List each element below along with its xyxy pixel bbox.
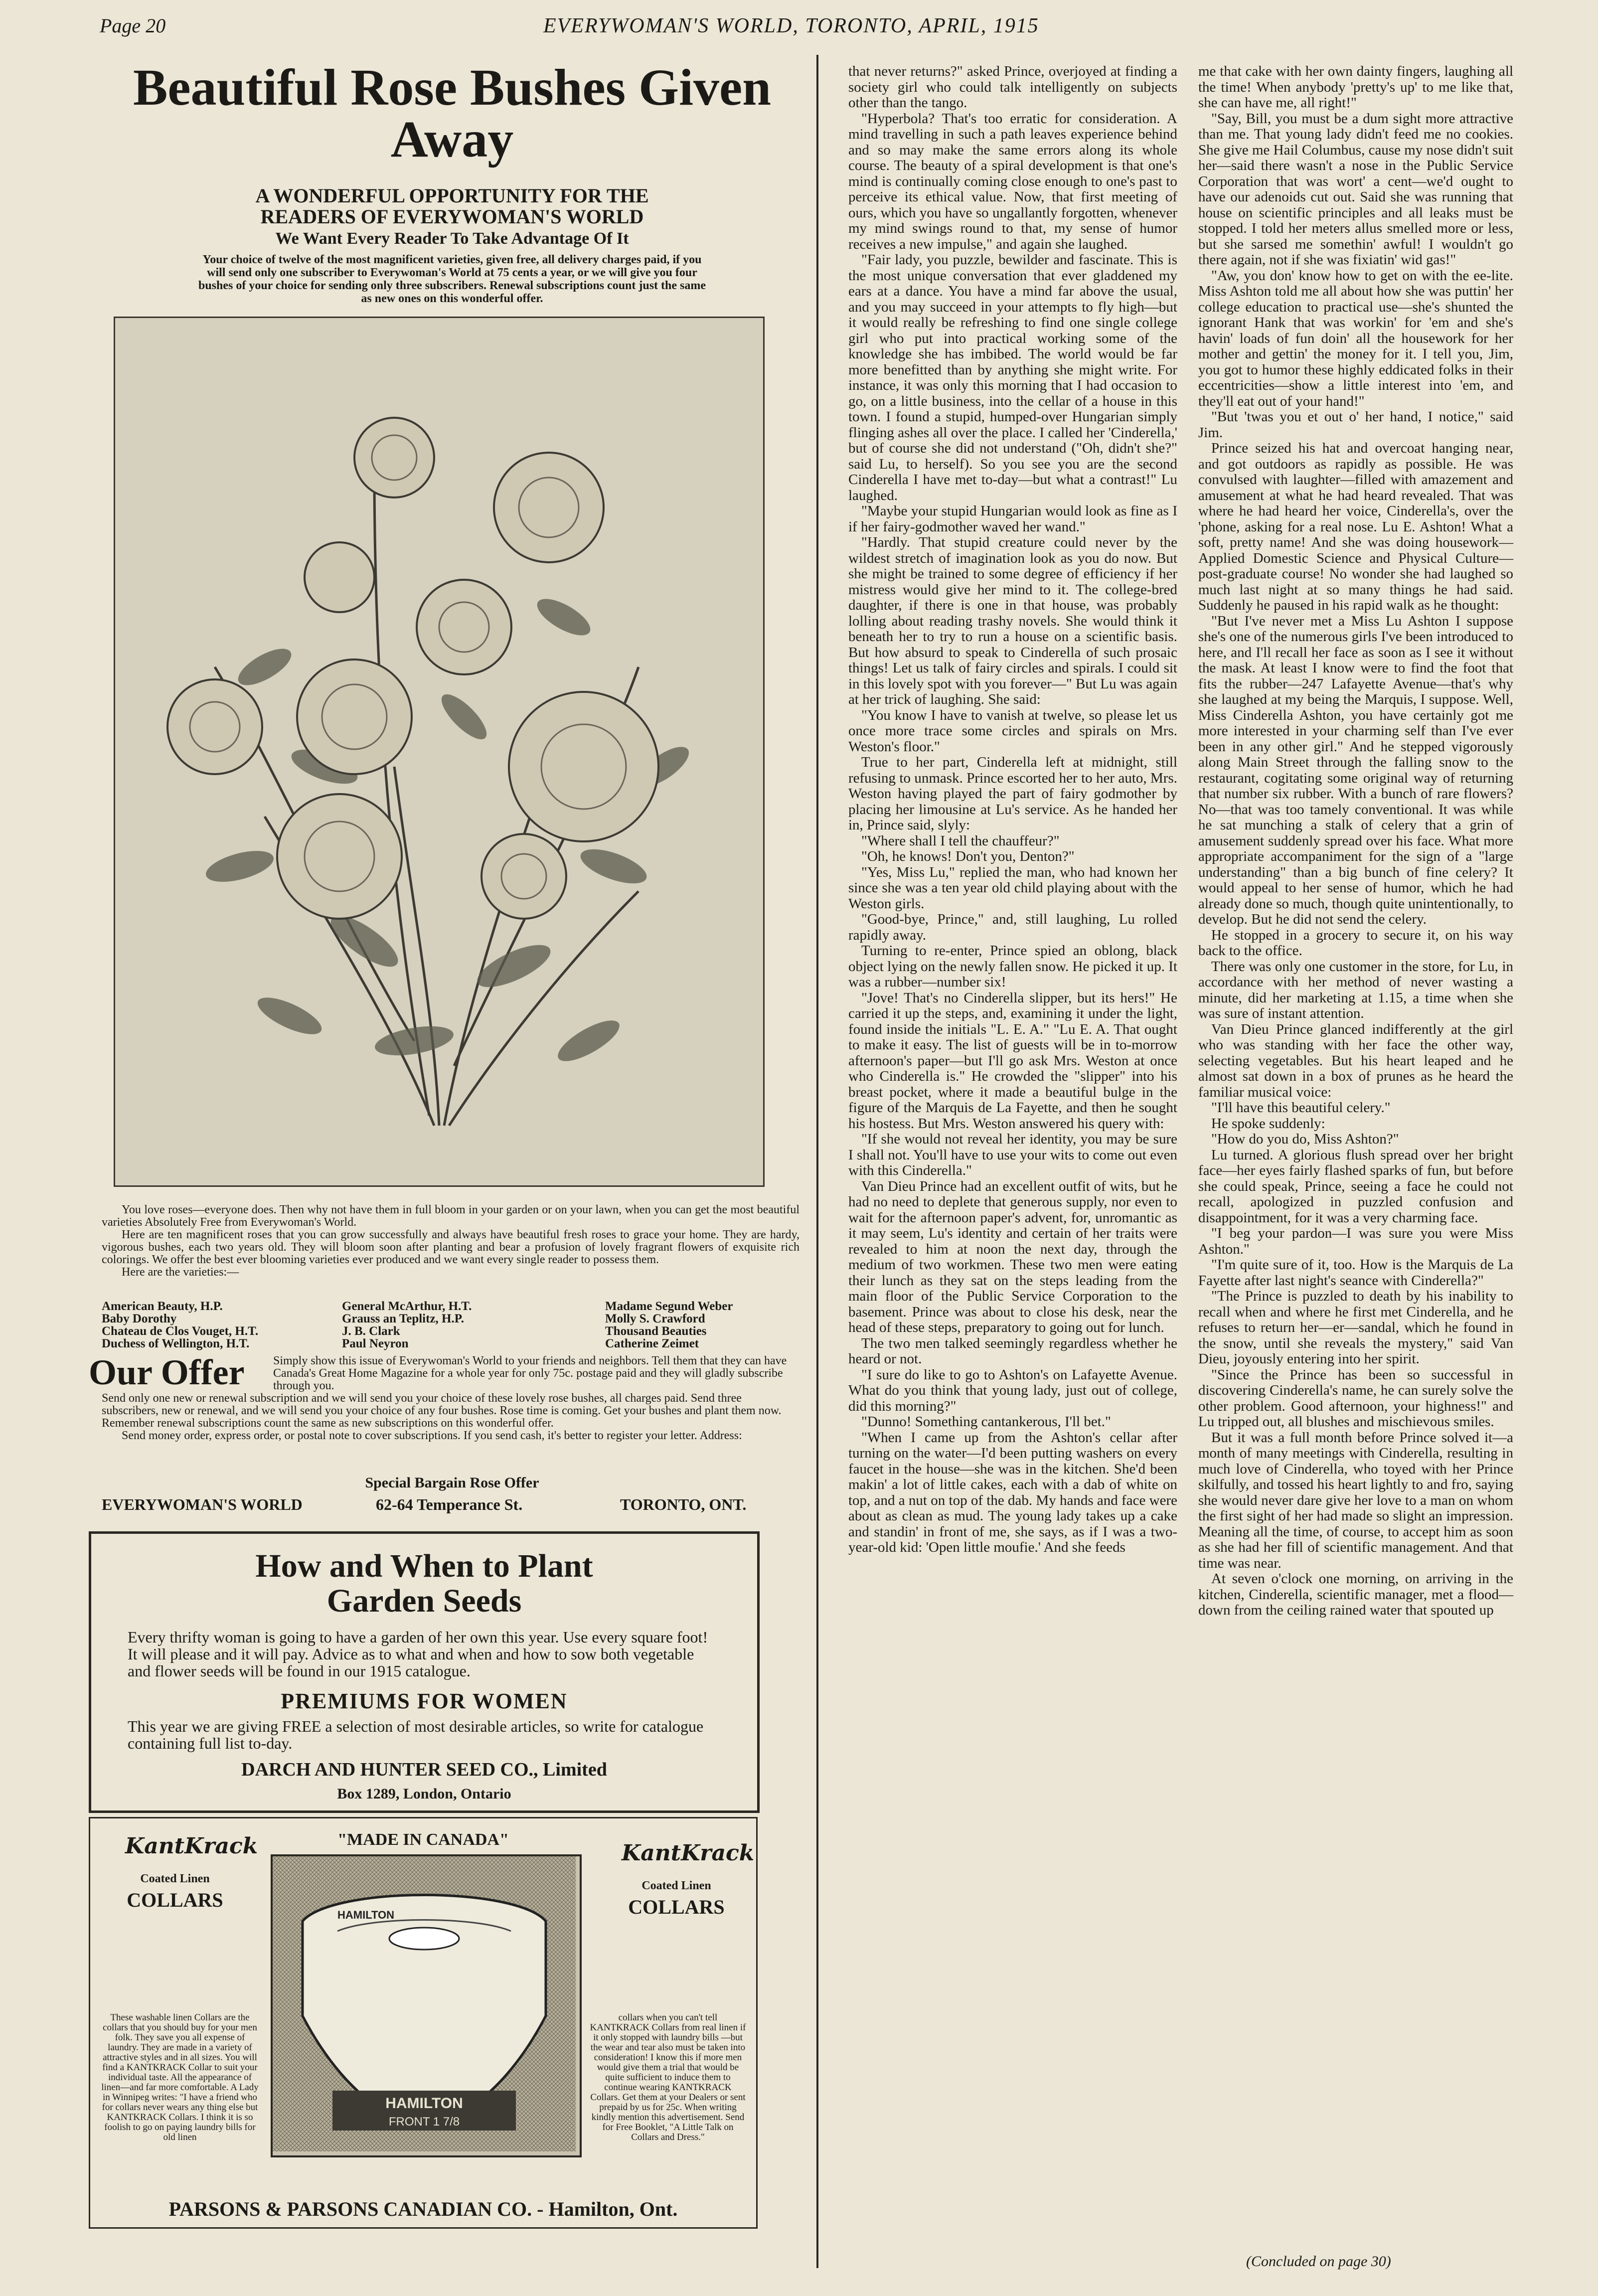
variety-item: Chateau de Clos Vouget, H.T. (102, 1324, 259, 1338)
collar-size: FRONT 1 7/8 (388, 2115, 460, 2129)
story-paragraph: that never returns?" asked Prince, overjoyed at finding a society girl who could talk intelligently on subjects other than the tango. (848, 63, 1177, 111)
story-paragraph: He spoke suddenly: (1211, 1115, 1325, 1132)
column-divider (816, 55, 818, 2268)
continued-note: (Concluded on page 30) (1246, 2253, 1391, 2270)
story-paragraph: "Good-bye, Prince," and, still laughing, Lu rolled rapidly away. (848, 911, 1177, 943)
story-paragraph: "You know I have to vanish at twelve, so please let us once more trace some circles and spirals on Mrs. Weston's floor." (848, 707, 1177, 755)
story-column-2 (1198, 64, 1513, 1619)
kantkrack-logo-left: KantKrack (125, 1833, 258, 1859)
story-paragraph: Van Dieu Prince glanced indifferently at the girl who was standing with her face the other way, selecting vegetables. But his heart leaped and he almost sat down in a box of prunes as he heard the familiar musical voice: (1198, 1021, 1513, 1100)
offer-paragraph: Send money order, express order, or postal note to cover subscriptions. If you send cash, it's better to register your letter. Address: (122, 1429, 742, 1442)
variety-item: Duchess of Wellington, H.T. (102, 1337, 250, 1350)
story-paragraph: "I sure do like to go to Ashton's on Lafayette Avenue. What do you think that young lady, just out of college, did this morning?" (848, 1366, 1177, 1414)
rose-ad-paragraph: Here are ten magnificent roses that you can grow successfully and always have beautiful fresh roses to grace your home. They are hardy, vigorous bushes, each two years old. They will bloom soon after planting and bear a profusion of lovely fragrant flowers of exquisite rich colorings. We offer the best ever blooming varieties ever produced and we want every single reader to possess them. (102, 1228, 799, 1266)
story-paragraph: Turning to re-enter, Prince spied an oblong, black object lying on the newly fallen snow. He picked it up. It was a rubber—number six! (848, 943, 1177, 990)
seed-ad-heading: PREMIUMS FOR WOMEN (281, 1689, 568, 1713)
seed-ad-premiums-text: This year we are giving FREE a selection of most desirable articles, so write for catalogue containing full list to-day. (128, 1717, 704, 1752)
story-paragraph: True to her part, Cinderella left at midnight, still refusing to unmask. Prince escorted her to her auto, Mrs. Weston having played the part of fairy godmother by placing her limousine at Lu's service. As he handed her in, Prince said, slyly: (848, 754, 1177, 833)
seed-ad-text: Every thrifty woman is going to have a garden of her own this year. Use every square foot! It will please and it will pay. Advice as to what and when and how to sow both vegetable and flower seeds will be found in our 1915 catalogue. (128, 1628, 708, 1680)
story-paragraph: But it was a full month before Prince solved it—a month of many meetings with Cinderella, resulting in much love of Cinderella, who toyed with her Prince skilfully, and tossed his heart lightly to and fro, saying she would never dare give her love to a man on whom the first sight of her had made so slight an impression. Meaning all the time, of course, to accept him as soon as she had her fill of scientific management. And that time was near. (1198, 1429, 1513, 1571)
special-offer-label: Special Bargain Rose Offer (365, 1475, 539, 1491)
story-paragraph: "Jove! That's no Cinderella slipper, but its hers!" He carried it up the steps, and, examining it under the light, found inside the initials "L. E. A." "Lu E. A. That ought to make it easy. The list of guests will be in to-morrow afternoon's paper—but I'll go ask Mrs. Weston at once who Cinderella is." He crowded the "slipper" into his breast pocket, where it made a beautiful bulge in the figure of the Marquis de La Fayette, and then he sought his hostess. But Mrs. Weston answered his query with: (848, 989, 1177, 1132)
collar-ad-text-left: These washable linen Collars are the collars that you should buy for your men folk. They save you all expense of laundry. They are made in a variety of attractive styles and in all sizes. You will find a KANTKRACK Collar to suit your individual taste. All the appearance of linen—and far more comfortable. A Lady in Winnipeg writes: "I have a friend who for collars never wears any thing else but KANTKRACK Collars. I think it is so foolish to go on paying laundry bills for old linen (101, 2012, 259, 2142)
collar-illustration (271, 1854, 582, 2157)
story-paragraph: "But I've never met a Miss Lu Ashton I suppose she's one of the numerous girls I've been introduced to here, and I'll recall her face as soon as I see it without the mask. At least I know were to find the foot that fits the rubber—247 Lafayette Avenue—that's why she laughed at my being the Marquis, I suppose. Well, Miss Cinderella Ashton, you have certainly got me more interested in your charming self than I've ever been in any other girl." And he stepped vigorously along Main Street through the falling snow to the restaurant, cogitating some original way of returning that number six rubber. With a bunch of rare flowers? No—that was too tamely conventional. It was while he sat munching a stalk of celery that a grin of amusement suddenly spread over his face. What more appropriate accompaniment for the sign of a "large understanding" than a big bunch of fine celery? It would appeal to her sense of humor, which he had already done so much, though quite unintentionally, to develop. But he did not send the celery. (1198, 613, 1513, 927)
story-paragraph: "Since the Prince has been so successful in discovering Cinderella's name, he can surely solve the other problem. Good afternoon, your highness!" and Lu tripped out, all blushes and mischievous smiles. (1198, 1366, 1513, 1430)
address-name: EVERYWOMAN'S WORLD (102, 1495, 303, 1513)
story-paragraph: "When I came up from the Ashton's cellar after turning on the water—I'd been putting washers on every faucet in the house—she was in the kitchen. She'd been makin' a lot of little cakes, each with a dab of white on top, and a nut on top of the dab. My hands and face were about as clean as mud. The young lady takes up a cake and standin' in front of me, she says, as if I was a two-year-old kid: 'Open little moufie.' And she feeds (848, 1429, 1177, 1555)
rose-advertisement (89, 55, 815, 1545)
seed-advertisement (89, 1531, 760, 1813)
collar-ad-text-right: collars when you can't tell KANTKRACK Collars from real linen if it only stopped with laundry bills —but the wear and tear also must be taken into consideration! I know this if more men would give them a trial that would be quite sufficient to induce them to continue wearing KANTKRACK Collars. Get them at your Dealers or sent prepaid by us for 25c. When writing kindly mention this advertisement. Send for Free Booklet, "A Little Talk on Collars and Dress." (590, 2012, 746, 2142)
seed-company-address: Box 1289, London, Ontario (337, 1786, 511, 1802)
offer-text: Simply show this issue of Everywoman's World to your friends and neighbors. Tell them that they can have Canada's Great Home Magazine for a whole year for only 75c. postage paid and they will gladly subscribe through you. (273, 1354, 787, 1392)
story-paragraph: "How do you do, Miss Ashton?" (1211, 1131, 1399, 1147)
collar-advertisement (89, 1817, 758, 2229)
story-paragraph: "I'm quite sure of it, too. How is the Marquis de La Fayette after last night's seance with Cinderella?" (1198, 1257, 1513, 1289)
collar-drawing (273, 1856, 576, 2151)
story-paragraph: "But 'twas you et out o' her hand, I notice," said Jim. (1198, 409, 1513, 441)
collars-label: COLLARS (628, 1896, 725, 1918)
collar-label: HAMILTON (337, 1909, 395, 1921)
rose-ad-body (102, 1204, 799, 1279)
made-in-canada-label: "MADE IN CANADA" (337, 1830, 509, 1849)
variety-item: American Beauty, H.P. (102, 1300, 223, 1313)
coated-linen-label: Coated Linen (140, 1872, 210, 1885)
story-paragraph: "Aw, you don' know how to get on with the ee-lite. Miss Ashton told me all about how she was puttin' her college education to practical use—she's shunted the ignorant Hank that was workin' for 'em and she's havin' loads of fun doin' all the housework for her mother and gettin' the money for it. I tell you, Jim, you got to humor these highly eddicated folks in their eccentricities—show a little interest into 'em, and they'll eat out of your hand!" (1198, 267, 1513, 409)
story-paragraph: "Dunno! Something cantankerous, I'll bet." (861, 1414, 1111, 1430)
story-paragraph: Van Dieu Prince had an excellent outfit of wits, but he had no need to deplete that generous supply, nor even to wait for the afternoon paper's advent, for, unromantic as it may seem, Lu's identity and certain of her traits were revealed to him at noon the next day, through the medium of two workmen. These two men were eating their lunch as they sat on the steps leading from the main floor of the Public Service Corporation to the basement. Prince was about to close his desk, near the head of these steps, preparatory to going out for lunch. (848, 1178, 1177, 1335)
offer-paragraph: Send only one new or renewal subscription and we will send you your choice of these lovely rose bushes, all charges paid. Send three subscribers, new or renewal, and we will send you your choice of any four bushes. Rose time is coming. Get your bushes and plant them now. Remember renewal subscriptions count the same as new subscriptions on this wonderful offer. (102, 1392, 782, 1430)
varieties-column (102, 1300, 258, 1350)
kantkrack-logo-right: KantKrack (622, 1840, 755, 1866)
variety-item: Baby Dorothy (102, 1312, 177, 1325)
collar-company-footer: PARSONS & PARSONS CANADIAN CO. - Hamilton, Ont. (168, 2198, 678, 2220)
story-paragraph: "If she would not reveal her identity, you may be sure I shall not. You'll have to use your wits to come out even with this Cinderella." (848, 1131, 1177, 1178)
story-paragraph: "Where shall I tell the chauffeur?" (861, 832, 1060, 849)
collars-label: COLLARS (127, 1889, 223, 1911)
story-paragraph: me that cake with her own dainty fingers, laughing all the time! When anybody 'pretty's up' to me like that, she can have me, all right!" (1198, 63, 1513, 111)
seed-company-name: DARCH AND HUNTER SEED CO., Limited (241, 1759, 607, 1780)
story-paragraph: The two men talked seemingly regardless whether he heard or not. (848, 1335, 1177, 1367)
address-city: TORONTO, ONT. (620, 1495, 747, 1513)
variety-item: J. B. Clark (342, 1324, 400, 1338)
rose-ad-paragraph: Here are the varieties:— (122, 1266, 239, 1279)
story-paragraph: "I beg your pardon—I was sure you were Miss Ashton." (1198, 1225, 1513, 1257)
running-header (100, 14, 1518, 44)
story-paragraph: "The Prince is puzzled to death by his inability to recall when and where he first met Cinderella, and he refuses to return her—er—sandal, which he found in the snow, until she reveals the mystery," said Van Dieu, joyously entering into her spirit. (1198, 1288, 1513, 1367)
story-paragraph: "I'll have this beautiful celery." (1211, 1100, 1391, 1116)
rose-ad-paragraph: You love roses—everyone does. Then why not have them in full bloom in your garden or on your lawn, when you can get the most beautiful varieties Absolutely Free from Everywoman's World. (102, 1203, 799, 1229)
offer-heading: Our Offer (89, 1352, 245, 1392)
page-number: Page 20 (100, 14, 166, 37)
collar-name: HAMILTON (385, 2095, 463, 2112)
story-paragraph: "Say, Bill, you must be a dum sight more attractive than me. That young lady didn't feed me no cookies. She give me Hail Columbus, cause my nose didn't suit her—said there wasn't a nose in the Public Service Corporation that was wort' a cent—we'd ought to have our adenoids cut out. Said she was running that house on scientific principles and all leaks must be stopped. I told her meters allus smelled more or less, but she sarsed me somethin' awful! I wouldn't go there again, not if she was fixiatin' wid gas!" (1198, 110, 1513, 268)
rose-bush-illustration (114, 317, 765, 1187)
story-paragraph: "Maybe your stupid Hungarian would look as fine as I if her fairy-godmother waved her wand." (848, 503, 1177, 535)
rose-ad-intro: Your choice of twelve of the most magnificent varieties, given free, all delivery charges paid, if you will send only one subscriber to Everywoman's World at 75 cents a year, or we will give you four bushes of your choice for sending only three subscribers. Renewal subscriptions count just the same as new ones on this wonderful offer. (198, 253, 706, 305)
coated-linen-label: Coated Linen (641, 1879, 711, 1892)
variety-item: Paul Neyron (342, 1337, 409, 1350)
address-street: 62-64 Temperance St. (376, 1495, 523, 1513)
variety-item: Catherine Zeimet (605, 1337, 699, 1350)
story-paragraph: There was only one customer in the store, for Lu, in accordance with her method of never wasting a minute, did her marketing at 1.15, a time when she was sure of instant attention. (1198, 958, 1513, 1021)
variety-item: Molly S. Crawford (605, 1312, 705, 1325)
varieties-column (342, 1300, 472, 1350)
story-paragraph: "Hyperbola? That's too erratic for consideration. A mind travelling in such a path leaves experience behind and so may make the same errors along its whole course. The beauty of a spiral development is that one's mind is continually coming close enough to one's past to perceive its ethical value. Now, that first meeting of ours, which you have so ungallantly forgotten, whenever my mind swings round to that, my sense of humor receives a new impulse," and again she laughed. (848, 110, 1177, 252)
variety-item: Grauss an Teplitz, H.P. (342, 1312, 464, 1325)
story-paragraph: "Yes, Miss Lu," replied the man, who had known her since she was a ten year old child playing about with the Weston girls. (848, 864, 1177, 912)
story-paragraph: "Oh, he knows! Don't you, Denton?" (861, 848, 1075, 864)
story-paragraph: At seven o'clock one morning, on arriving in the kitchen, Cinderella, scientific manager, met a flood—down from the ceiling rained water that spouted up (1198, 1571, 1513, 1618)
variety-item: Madame Segund Weber (605, 1300, 733, 1313)
rose-ad-subtitle: A WONDERFUL OPPORTUNITY FOR THE READERS OF EVERYWOMAN'S WORLD (255, 184, 649, 228)
variety-item: Thousand Beauties (605, 1324, 707, 1338)
variety-item: General McArthur, H.T. (342, 1300, 472, 1313)
rose-ad-title: Beautiful Rose Bushes Given Away (133, 59, 771, 168)
story-paragraph: "Hardly. That stupid creature could never by the wildest stretch of imagination look as you do now. But she might be trained to some degree of efficiency if her mistress would give her mind to it. The college-bred daughter, if there is one in that house, was probably lolling about reading trashy novels. She would think it beneath her to try to run a house on a scientific basis. But how absurd to speak to Cinderella of such prosaic things! Let us talk of fairy circles and spirals. I could sit in this lovely spot with you forever—" But Lu was again at her trick of laughing. She said: (848, 534, 1177, 707)
story-paragraph: "Fair lady, you puzzle, bewilder and fascinate. This is the most unique conversation that ever gladdened my ears at a dance. You have a mind far above the usual, and you may succeed in your attempts to fly high—but it would really be refreshing to find one single college girl who put into practical working some of the knowledge she has imbibed. The world would be far more benefitted than by anything she might write. For instance, it was only this morning that I had occasion to go, on a little business, into the cellar of a house in this town. I found a stupid, humped-over Hungarian simply flinging ashes all over the place. I called her 'Cinderella,' but of course she did not understand ("Oh, didn't she?" said Lu, to herself). So you see you are the second Cinderella I have met to-day—but what a contrast!" Lu laughed. (848, 252, 1177, 503)
rose-bush-drawing (115, 318, 763, 1185)
story-paragraph: Prince seized his hat and overcoat hanging near, and got outdoors as rapidly as possible. He was convulsed with laughter—filled with amazement and amusement at what he had heard revealed. That was where he had heard her voice, Cinderella's, over the 'phone, asking for a real nose. Lu E. Ashton! What a soft, pretty name! And she was doing housework—Applied Domestic Science and Physical Culture—post-graduate course! No wonder she had laughed so much last night at so many things he had said. Suddenly he paused in his rapid walk as he thought: (1198, 440, 1513, 613)
rose-ad-tagline: We Want Every Reader To Take Advantage Of It (275, 229, 629, 248)
story-column-1 (848, 64, 1177, 1556)
story-paragraph: He stopped in a grocery to secure it, on his way back to the office. (1198, 927, 1513, 959)
offer-details (102, 1392, 799, 1442)
seed-ad-title: How and When to Plant Garden Seeds (255, 1548, 593, 1619)
running-title: EVERYWOMAN'S WORLD, TORONTO, APRIL, 1915 (543, 14, 1039, 37)
varieties-column (605, 1300, 733, 1350)
story-paragraph: Lu turned. A glorious flush spread over her bright face—her eyes fairly flashed sparks of fun, but before she could speak, Prince, seeing a face he could not recall, apologized in puzzled confusion and disappointment, for it was a very charming face. (1198, 1147, 1513, 1226)
